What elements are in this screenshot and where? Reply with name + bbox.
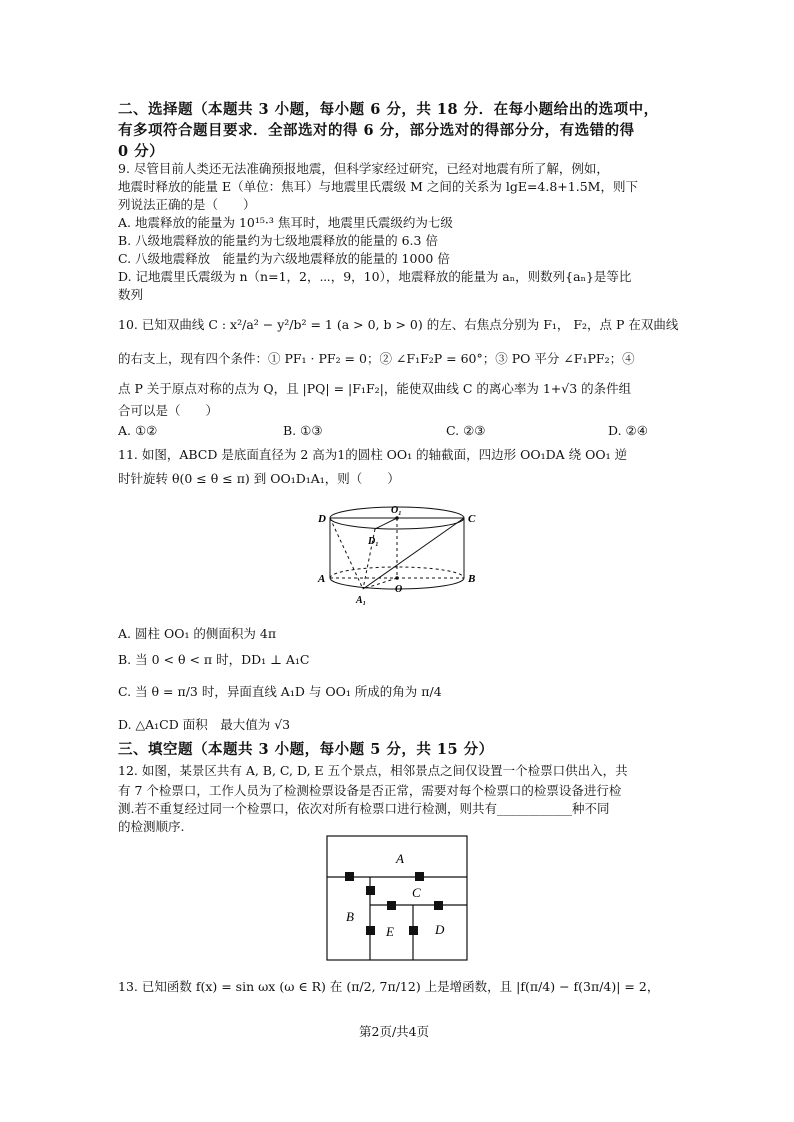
checkpoint-ce: [387, 901, 396, 910]
q12-stem-line2: 有 7 个检票口，工作人员为了检测检票设备是否正常，需要对每个检票口的检票设备进行检: [118, 783, 622, 798]
fig-label-o1: O₁: [391, 505, 402, 516]
map-label-a: A: [396, 851, 404, 866]
q11-stem-line1: 11. 如图，ABCD 是底面直径为 2 高为1的圆柱 OO₁ 的轴截面，四边形 OO₁DA 绕 OO₁ 逆: [118, 447, 628, 462]
map-label-d: D: [435, 922, 445, 937]
map-label-b: B: [346, 909, 354, 924]
q9-option-a: A. 地震释放的能量为 10¹⁵·³ 焦耳时，地震里氏震级约为七级: [118, 215, 453, 230]
q9-stem-line2: 地震时释放的能量 E（单位：焦耳）与地震里氏震级 M 之间的关系为 lgE=4.8+1.5M，则下: [118, 179, 638, 194]
q9-option-b: B. 八级地震释放的能量约为七级地震释放的能量的 6.3 倍: [118, 233, 438, 248]
q10-stem-line2: 的右支上，现有四个条件：① PF₁ · PF₂ = 0；② ∠F₁F₂P = 60°；③ PO 平分 ∠F₁PF₂；④: [118, 351, 635, 366]
q11-option-d: D. △A₁CD 面积 最大值为 √3: [118, 717, 291, 732]
fig-label-o: O: [395, 584, 403, 595]
scenic-map-figure: [326, 835, 468, 961]
q10-stem-line4: 合可以是（ ）: [118, 403, 219, 418]
q11-stem-line2: 时针旋转 θ(0 ≤ θ ≤ π) 到 OO₁D₁A₁，则（ ）: [118, 471, 400, 486]
q11-option-b: B. 当 0 < θ < π 时，DD₁ ⊥ A₁C: [118, 652, 310, 667]
fig-label-c: C: [468, 513, 476, 525]
map-label-e: E: [386, 924, 394, 939]
q11-option-c: C. 当 θ = π/3 时，异面直线 A₁D 与 OO₁ 所成的角为 π/4: [118, 684, 442, 699]
q10-option-a: A. ①②: [118, 423, 158, 438]
section2-header-line3: 0 分）: [118, 143, 165, 160]
map-label-c: C: [412, 885, 421, 900]
q11-option-a: A. 圆柱 OO₁ 的侧面积为 4π: [118, 626, 277, 641]
section2-header-line1: 二、选择题（本题共 3 小题，每小题 6 分，共 18 分．在每小题给出的选项中，: [118, 101, 659, 118]
q9-stem-line1: 9. 尽管目前人类还无法准确预报地震，但科学家经过研究，已经对地震有所了解，例如，: [118, 161, 609, 176]
q10-stem-line1: 10. 已知双曲线 C : x²/a² − y²/b² = 1 (a > 0, b > 0) 的左、右焦点分别为 F₁， F₂，点 P 在双曲线: [118, 317, 679, 332]
fig-label-d: D: [318, 513, 326, 525]
fig-label-d1: D₁: [368, 536, 379, 547]
checkpoint-be: [366, 926, 375, 935]
page-footer: 第2页/共4页: [359, 1024, 430, 1039]
q10-stem-line3: 点 P 关于原点对称的点为 Q，且 |PQ| = |F₁F₂|，能使双曲线 C 的离心率为 1+√3 的条件组: [118, 381, 632, 396]
fig-label-a: A: [318, 573, 326, 585]
q12-stem-line3: 测.若不重复经过同一个检票口，依次对所有检票口进行检测，则共有____________种不同: [118, 801, 610, 816]
q9-option-d-line1: D. 记地震里氏震级为 n（n=1，2，⋯，9，10），地震释放的能量为 aₙ，则数列{aₙ}是等比: [118, 269, 632, 284]
checkpoint-cd: [434, 901, 443, 910]
q12-stem-line1: 12. 如图，某景区共有 A, B, C, D, E 五个景点，相邻景点之间仅设置一个检票口供出入，共: [118, 763, 628, 778]
q9-option-d-line2: 数列: [118, 287, 144, 302]
fig-label-b: B: [468, 573, 476, 585]
q10-option-d: D. ②④: [608, 423, 648, 438]
fig-label-a1: A₁: [356, 595, 367, 606]
q9-option-c: C. 八级地震释放 能量约为六级地震释放的能量的 1000 倍: [118, 251, 450, 266]
q10-option-b: B. ①③: [283, 423, 323, 438]
checkpoint-bc: [366, 886, 375, 895]
checkpoint-ab: [345, 872, 354, 881]
section3-header: 三、填空题（本题共 3 小题，每小题 5 分，共 15 分）: [118, 741, 494, 758]
checkpoint-ac: [415, 872, 424, 881]
q9-stem-line3: 列说法正确的是（ ）: [118, 197, 256, 212]
section2-header-line2: 有多项符合题目要求．全部选对的得 6 分，部分选对的得部分分，有选错的得: [118, 122, 635, 139]
q12-stem-line4: 的检测顺序.: [118, 819, 185, 834]
cylinder-figure: [315, 500, 485, 615]
checkpoint-ed: [409, 926, 418, 935]
q10-option-c: C. ②③: [446, 423, 486, 438]
q13-stem-line1: 13. 已知函数 f(x) = sin ωx (ω ∈ R) 在 (π/2, 7π/12) 上是增函数，且 |f(π/4) − f(3π/4)| = 2，: [118, 979, 660, 994]
